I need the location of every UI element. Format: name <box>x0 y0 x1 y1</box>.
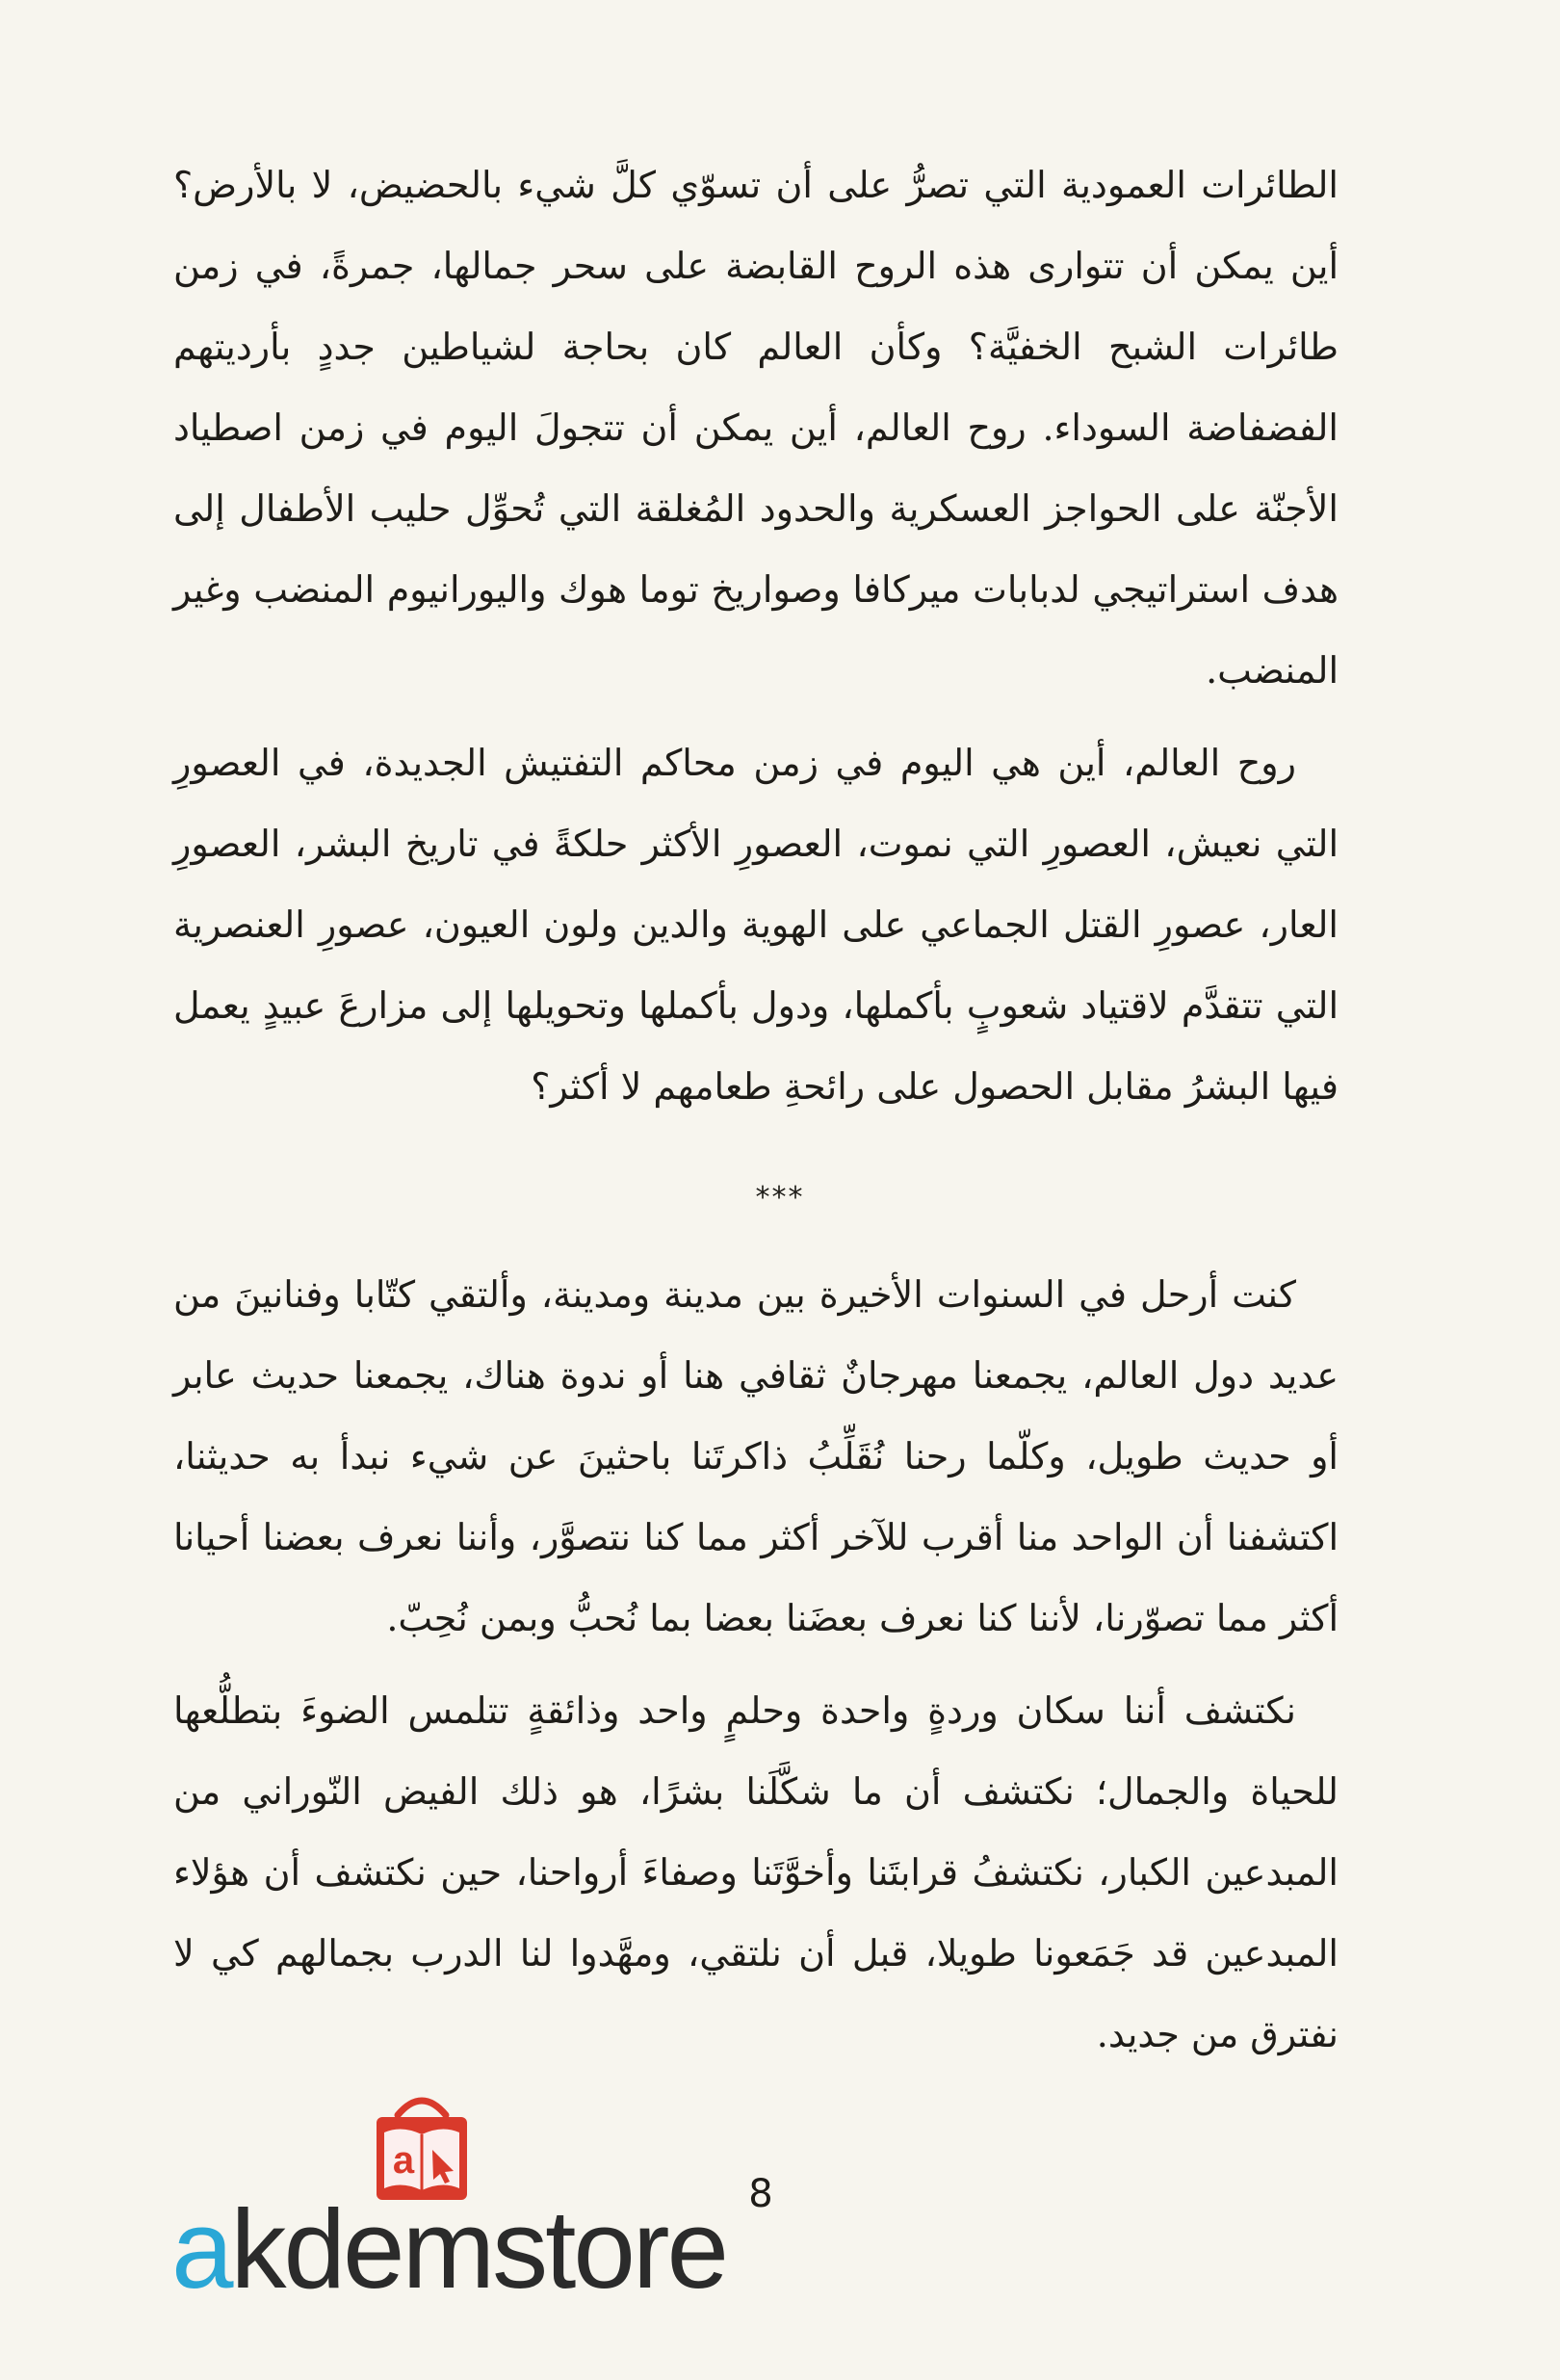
text-section-2 <box>173 1254 1339 2086</box>
text-section-1 <box>173 144 1339 1138</box>
paragraph: نكتشف أننا سكان وردةٍ واحدة وحلمٍ واحد وذائقةٍ تتلمس الضوءَ بتطلُّعها للحياة والجمال؛ نكتشف أن ما شكَّلَنا بشرًا، هو ذلك الفيض النّوراني من المبدعين الكبار، نكتشفُ قرابتَنا وأخوَّتَنا وصفاءَ أرواحنا، حين نكتشف أن هؤلاء المبدعين قد جَمَعونا طويلا، قبل أن نلتقي، ومهَّدوا لنا الدرب بجمالهم كي لا نفترق من جديد. <box>173 1689 1339 2055</box>
page-number: 8 <box>748 2172 773 2216</box>
section-separator: *** <box>755 1181 805 1215</box>
logo-initial: a <box>171 2186 231 2312</box>
paragraph: كنت أرحل في السنوات الأخيرة بين مدينة ومدينة، وألتقي كتّابا وفنانينَ من عديد دول العالم، يجمعنا مهرجانٌ ثقافي هنا أو ندوة هناك، يجمعنا حديث عابر أو حديث طويل، وكلّما رحنا نُقَلِّبُ ذاكرتَنا باحثينَ عن شيء نبدأ به حديثنا، اكتشفنا أن الواحد منا أقرب للآخر أكثر مما كنا نتصوَّر، وأننا نعرف بعضنا أحيانا أكثر مما تصوّرنا، لأننا كنا نعرف بعضَنا بعضا بما نُحبُّ وبمن نُحِبّ. <box>173 1273 1339 1639</box>
icon-letter: a <box>392 2139 415 2182</box>
paragraph: الطائرات العمودية التي تصرُّ على أن تسوّي كلَّ شيء بالحضيض، لا بالأرض؟ أين يمكن أن تتوارى هذه الروح القابضة على سحر جمالها، جمرةً، في زمن طائرات الشبح الخفيَّة؟ وكأن العالم كان بحاجة لشياطين جددٍ بأرديتهم الفضفاضة السوداء. روح العالم، أين يمكن أن تتجولَ اليوم في زمن اصطياد الأجنّة على الحواجز العسكرية والحدود المُغلقة التي تُحوِّل حليب الأطفال إلى هدف استراتيجي لدبابات ميركافا وصواريخ توما هوك واليورانيوم المنضب وغير المنضب. <box>173 164 1339 692</box>
store-logo <box>171 2184 726 2314</box>
logo-text: kdemstore <box>230 2186 727 2312</box>
paragraph: روح العالم، أين هي اليوم في زمن محاكم التفتيش الجديدة، في العصورِ التي نعيش، العصورِ التي نموت، العصورِ الأكثر حلكةً في تاريخ البشر، العصورِ العار، عصورِ القتل الجماعي على الهوية والدين ولون العيون، عصورِ العنصرية التي تتقدَّم لاقتياد شعوبٍ بأكملها، ودول بأكملها وتحويلها إلى مزارعَ عبيدٍ يعمل فيها البشرُ مقابل الحصول على رائحةِ طعامهم لا أكثر؟ <box>173 742 1339 1108</box>
